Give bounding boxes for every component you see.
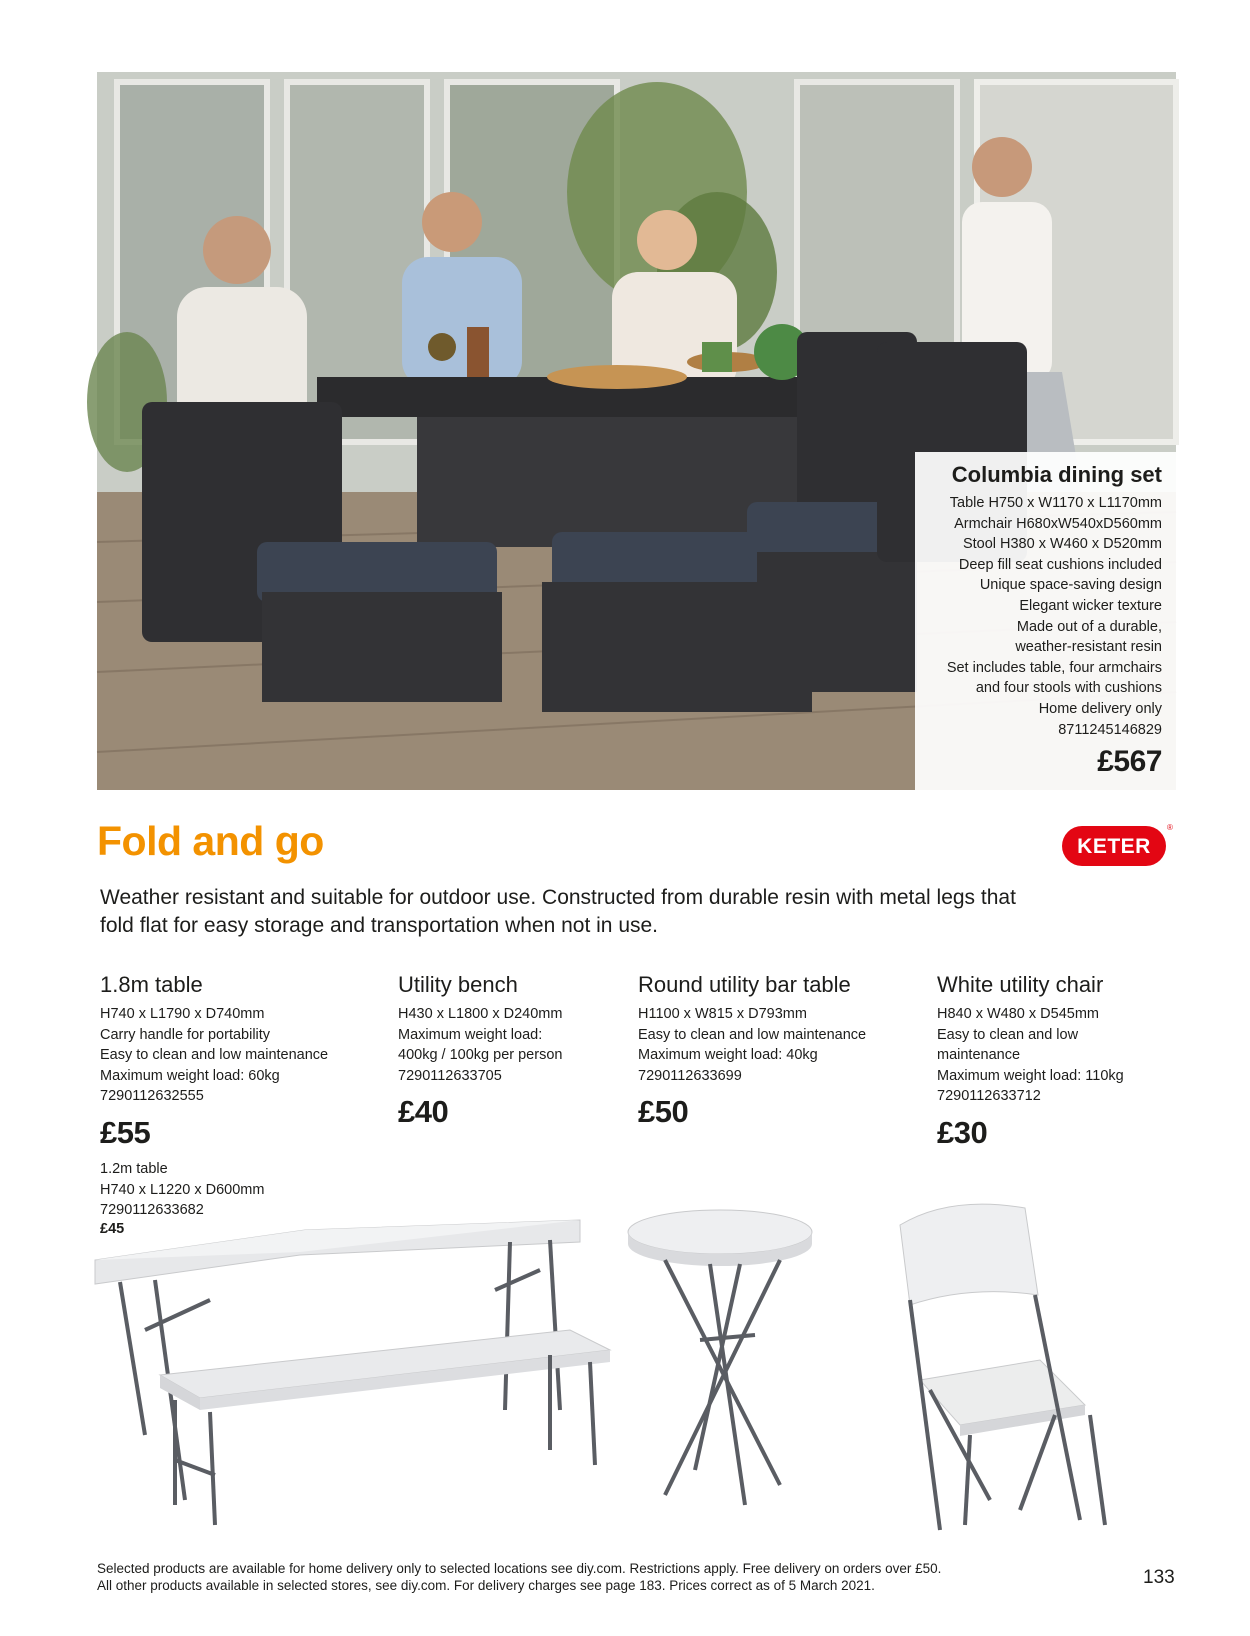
footer-line: Selected products are available for home delivery only to selected locations see diy.com. Restrictions apply. Free delivery on orders over £50. <box>97 1561 942 1576</box>
product-1-8m-table <box>100 972 328 1237</box>
spec-line: Elegant wicker texture <box>1019 597 1162 614</box>
product-line: Easy to clean and low <box>937 1026 1079 1043</box>
product-name: 1.8m table <box>100 972 203 997</box>
svg-text:®: ® <box>1167 823 1173 832</box>
product-name: Utility bench <box>398 972 518 997</box>
product-utility-bench <box>398 972 562 1130</box>
product-line: 7290112633699 <box>638 1067 742 1084</box>
product-round-bar-table <box>638 972 866 1130</box>
spec-line: Armchair H680xW540xD560mm <box>954 515 1162 532</box>
variant-code: 7290112633682 <box>100 1202 204 1219</box>
product-line: H430 x L1800 x D240mm <box>398 1006 563 1022</box>
page-number: 133 <box>1143 1567 1175 1588</box>
svg-text:KETER: KETER <box>1077 835 1151 858</box>
product-line: Maximum weight load: <box>398 1026 543 1043</box>
product-price: £50 <box>638 1094 689 1130</box>
product-line: Maximum weight load: 40kg <box>638 1047 818 1064</box>
footer-line: All other products available in selected stores, see diy.com. For delivery charges see page 183. Prices correct as of 5 March 2021. <box>97 1578 875 1593</box>
product-line: 7290112632555 <box>100 1088 204 1105</box>
product-illustrations <box>90 1200 1180 1540</box>
spec-line: Made out of a durable, <box>1016 618 1162 635</box>
variant-dims: H740 x L1220 x D600mm <box>100 1181 265 1198</box>
footer-disclaimer <box>97 1560 1017 1594</box>
hero-photo <box>97 72 1176 790</box>
spec-line: Set includes table, four armchairs <box>946 659 1162 676</box>
utility-chair-image <box>900 1204 1105 1530</box>
product-name: White utility chair <box>937 972 1104 997</box>
spec-line: Deep fill seat cushions included <box>958 556 1162 573</box>
variant-name: 1.2m table <box>100 1160 168 1177</box>
spec-line: weather-resistant resin <box>1015 639 1162 656</box>
spec-line: Home delivery only <box>1038 700 1162 717</box>
spec-line: Stool H380 x W460 x D520mm <box>962 536 1162 553</box>
keter-logo <box>1060 822 1171 868</box>
product-line: Maximum weight load: 110kg <box>937 1067 1124 1084</box>
section-title: Fold and go <box>97 818 324 864</box>
spec-line: 8711245146829 <box>1058 721 1162 738</box>
product-line: Maximum weight load: 60kg <box>100 1067 280 1084</box>
product-line: Carry handle for portability <box>100 1026 271 1043</box>
product-line: Easy to clean and low maintenance <box>638 1026 867 1043</box>
product-price: £40 <box>398 1094 449 1130</box>
product-line: Easy to clean and low maintenance <box>100 1047 329 1064</box>
columbia-spec-panel <box>915 452 1176 790</box>
utility-bench-image <box>160 1330 610 1525</box>
product-white-utility-chair <box>937 972 1124 1151</box>
product-line: H840 x W480 x D545mm <box>937 1006 1099 1022</box>
variant-price: £45 <box>100 1220 125 1237</box>
product-line: maintenance <box>937 1047 1021 1064</box>
spec-line: Unique space-saving design <box>979 577 1162 594</box>
bar-table-image <box>628 1210 812 1505</box>
columbia-price: £567 <box>1097 745 1162 779</box>
spec-line: and four stools with cushions <box>975 680 1162 697</box>
product-line: 400kg / 100kg per person <box>398 1047 563 1064</box>
product-line: H740 x L1790 x D740mm <box>100 1006 265 1022</box>
product-line: 7290112633705 <box>398 1067 502 1084</box>
product-line: 7290112633712 <box>937 1088 1041 1105</box>
spec-line: Table H750 x W1170 x L1170mm <box>949 495 1162 511</box>
product-line: H1100 x W815 x D793mm <box>638 1006 807 1022</box>
product-price: £30 <box>937 1114 988 1150</box>
product-name: Round utility bar table <box>638 972 851 997</box>
intro-text: Weather resistant and suitable for outdoor use. Constructed from durable resin with metal legs that fold flat for easy storage and transportation when not in use. <box>100 886 1016 937</box>
columbia-title: Columbia dining set <box>951 462 1162 487</box>
product-price: £55 <box>100 1114 151 1150</box>
